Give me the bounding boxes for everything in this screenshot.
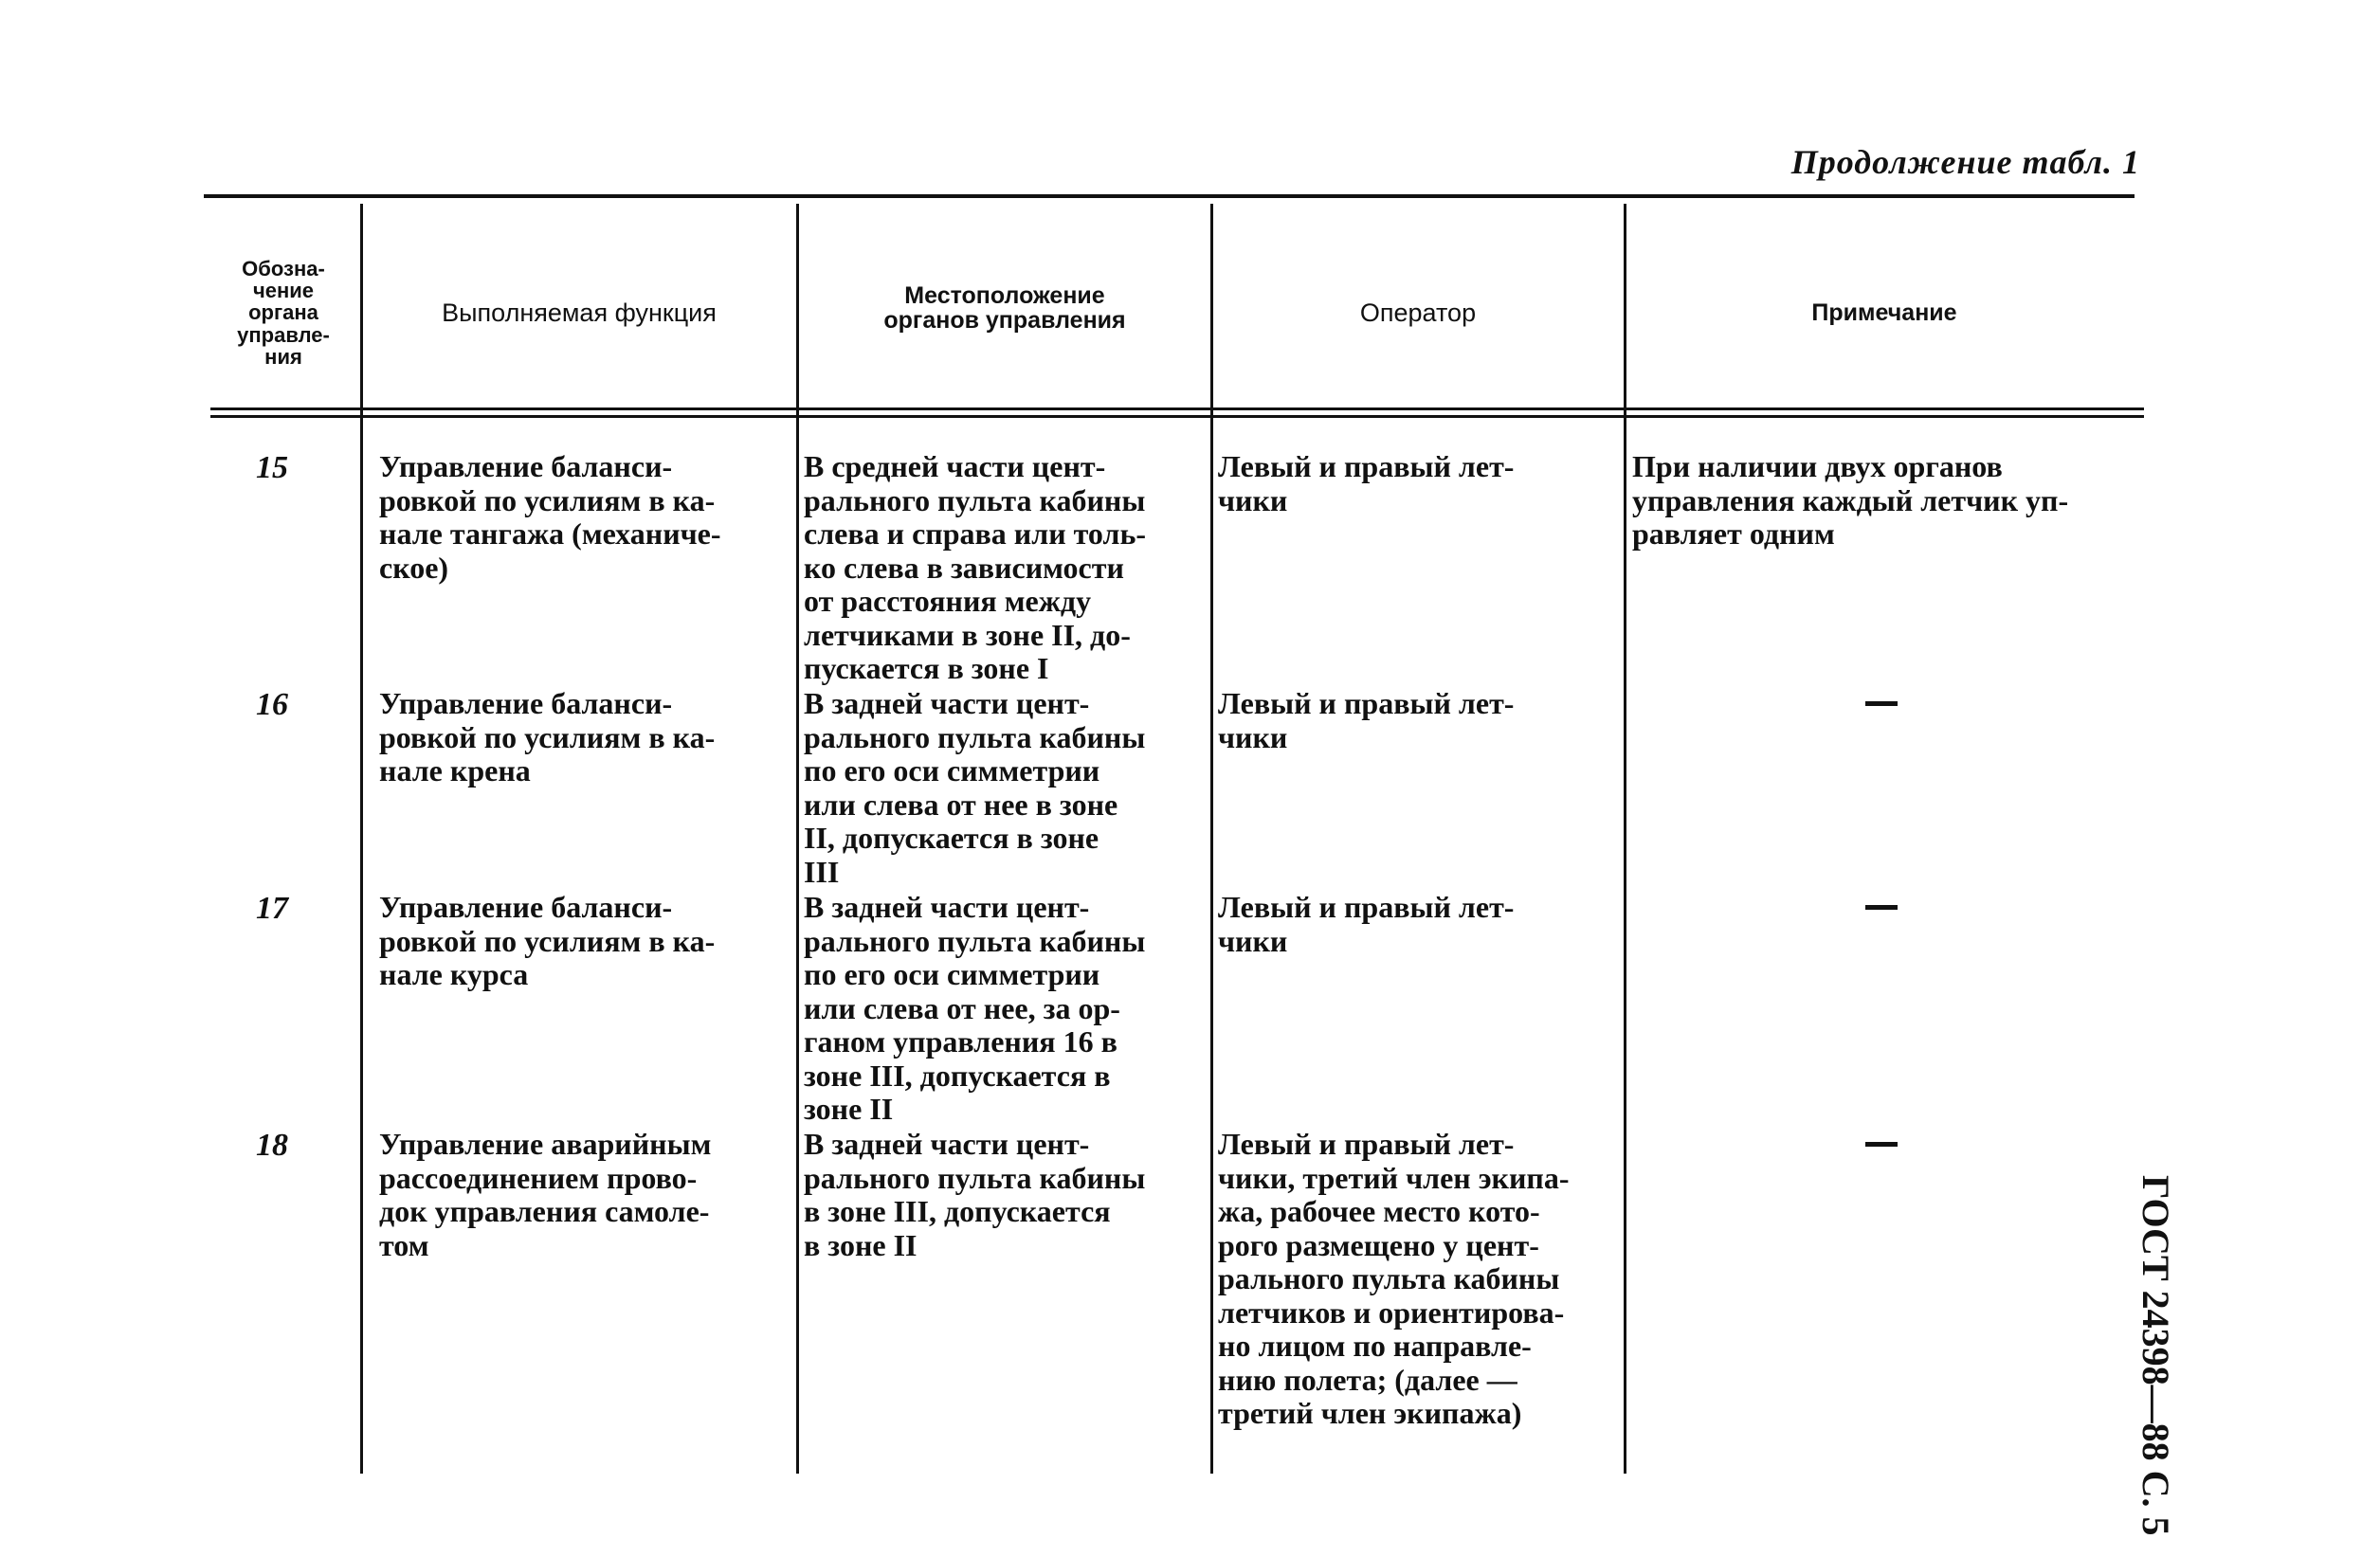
function-cell: Управление аварийным рассоединением прово- док управления самоле- том xyxy=(379,1127,712,1262)
operator-cell: Левый и правый лет- чики xyxy=(1218,449,1515,517)
column-divider-4 xyxy=(1624,204,1626,1474)
note-cell: При наличии двух органов управления каждый летчик уп- равляет одним xyxy=(1632,449,2069,551)
operator-cell: Левый и правый лет- чики, третий член экипа- жа, рабочее место кото- рого размещено у цент- рального пульта кабины летчиков и ориентирова- но лицом по направле- нию полета; (далее — третий член экипажа) xyxy=(1218,1127,1570,1430)
row-number: 16 xyxy=(256,687,288,722)
column-divider-3 xyxy=(1210,204,1213,1474)
header-rule-1 xyxy=(210,407,2144,410)
operator-cell: Левый и правый лет- чики xyxy=(1218,890,1515,958)
header-note: Примечание xyxy=(1811,299,1957,326)
function-cell: Управление баланси- ровкой по усилиям в ка- нале тангажа (механиче- ское) xyxy=(379,449,721,585)
operator-cell: Левый и правый лет- чики xyxy=(1218,686,1515,754)
row-number: 15 xyxy=(256,450,288,485)
location-cell: В задней части цент- рального пульта кабины в зоне III, допускается в зоне II xyxy=(804,1127,1146,1262)
location-cell: В задней части цент- рального пульта кабины по его оси симметрии или слева от нее, за ор- ганом управления 16 в зоне III, допускается в зоне II xyxy=(804,890,1146,1126)
location-cell: В средней части цент- рального пульта кабины слева и справа или толь- ко слева в зависимости от расстояния между летчиками в зоне II, до- пускается в зоне I xyxy=(804,449,1147,685)
location-cell: В задней части цент- рального пульта кабины по его оси симметрии или слева от нее в зоне II, допускается в зоне III xyxy=(804,686,1146,889)
function-cell: Управление баланси- ровкой по усилиям в ка- нале крена xyxy=(379,686,716,788)
column-divider-1 xyxy=(360,204,363,1474)
header-rule-2 xyxy=(210,415,2144,418)
header-function: Выполняемая функция xyxy=(442,298,717,327)
row-number: 17 xyxy=(256,891,288,926)
note-dash xyxy=(1865,1142,1898,1147)
header-designation: Обозна- чение органа управле- ния xyxy=(237,257,330,369)
standard-page-stamp: ГОСТ 24398—88 С. 5 xyxy=(2135,1175,2177,1536)
row-number: 18 xyxy=(256,1128,288,1163)
header-operator: Оператор xyxy=(1359,298,1477,327)
column-divider-2 xyxy=(796,204,799,1474)
note-dash xyxy=(1865,905,1898,910)
top-rule xyxy=(204,194,2135,198)
note-dash xyxy=(1865,701,1898,706)
function-cell: Управление баланси- ровкой по усилиям в ка- нале курса xyxy=(379,890,716,991)
header-location: Местоположение органов управления xyxy=(883,281,1126,334)
table-continuation-caption: Продолжение табл. 1 xyxy=(1790,143,2140,181)
